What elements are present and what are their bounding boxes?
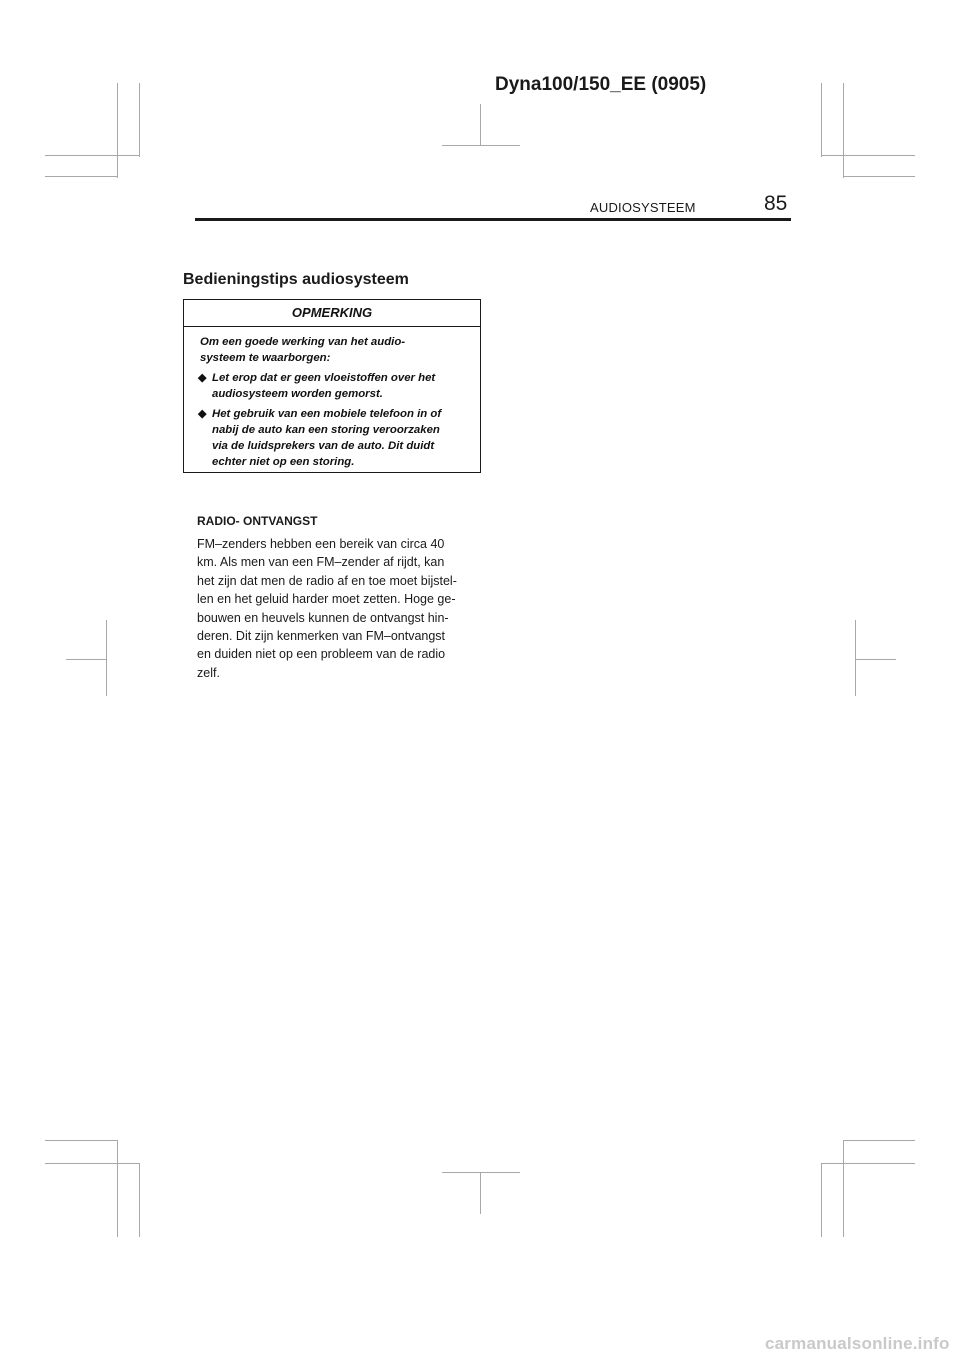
crop-mark (843, 1140, 844, 1237)
paragraph-line: en duiden niet op een probleem van de radio (197, 647, 446, 662)
note-bullet-line: audiosysteem worden gemorst. (212, 388, 383, 400)
crop-mark (139, 83, 140, 157)
note-bullet-line: nabij de auto kan een storing veroorzaken (212, 424, 440, 436)
paragraph-line: bouwen en heuvels kunnen de ontvangst hin- (197, 610, 449, 625)
crop-mark (480, 1172, 481, 1214)
paragraph-line: zelf. (197, 665, 220, 680)
note-bullet-line: Het gebruik van een mobiele telefoon in of (212, 408, 442, 420)
document-code: Dyna100/150_EE (0905) (495, 74, 707, 95)
crop-mark (855, 659, 896, 660)
paragraph-line: het zijn dat men de radio af en toe moet bijstel- (197, 573, 457, 588)
note-box (183, 299, 481, 473)
radio-heading: RADIO- ONTVANGST (197, 514, 318, 528)
crop-mark (139, 1163, 140, 1237)
note-bullet-line: echter niet op een storing. (212, 456, 355, 468)
note-bullet (198, 370, 474, 402)
crop-mark (821, 1163, 822, 1237)
paragraph-line: FM–zenders hebben een bereik van circa 40 (197, 537, 445, 551)
crop-mark (855, 620, 856, 696)
note-bullet-line: via de luidsprekers van de auto. Dit duidt (212, 440, 435, 452)
crop-mark (442, 1172, 520, 1173)
note-intro-line: systeem te waarborgen: (200, 352, 331, 364)
crop-mark (843, 176, 915, 177)
crop-mark (66, 659, 107, 660)
crop-mark (442, 145, 520, 146)
crop-mark (117, 1140, 118, 1237)
footer-watermark: carmanualsonline.info (765, 1334, 950, 1353)
note-bullet-line: Let erop dat er geen vloeistoffen over het (212, 372, 436, 384)
crop-mark (117, 83, 118, 178)
crop-mark (45, 155, 140, 156)
running-header-section: AUDIOSYSTEEM (590, 200, 696, 215)
radio-paragraph (197, 535, 497, 682)
crop-mark (843, 1140, 915, 1141)
note-bullet (198, 406, 474, 470)
diamond-bullet-icon: ◆ (198, 372, 207, 384)
page-number: 85 (764, 192, 788, 215)
note-body (184, 327, 480, 470)
note-intro-line: Om een goede werking van het audio- (200, 336, 406, 348)
crop-mark (45, 176, 118, 177)
crop-mark (106, 620, 107, 696)
note-heading: OPMERKING (184, 300, 480, 327)
crop-mark (821, 155, 915, 156)
header-rule (195, 218, 791, 221)
paragraph-line: deren. Dit zijn kenmerken van FM–ontvangst (197, 629, 446, 644)
crop-mark (821, 83, 822, 157)
paragraph-line: len en het geluid harder moet zetten. Hoge ge- (197, 592, 456, 607)
crop-mark (45, 1163, 140, 1164)
note-intro (200, 334, 474, 366)
crop-mark (480, 104, 481, 146)
crop-mark (821, 1163, 915, 1164)
section-title: Bedieningstips audiosysteem (183, 271, 409, 288)
diamond-bullet-icon: ◆ (198, 408, 207, 420)
crop-mark (843, 83, 844, 178)
crop-mark (45, 1140, 118, 1141)
paragraph-line: km. Als men van een FM–zender af rijdt, kan (197, 555, 445, 570)
